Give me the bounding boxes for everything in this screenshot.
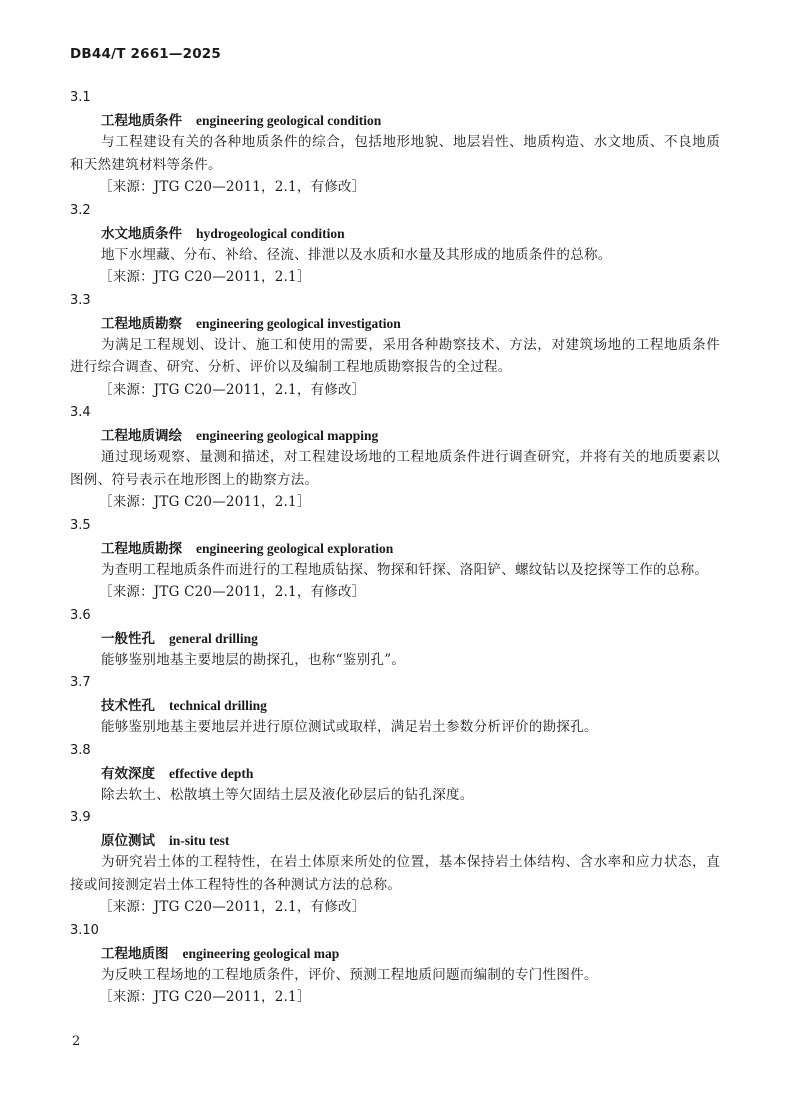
term-english: technical drilling — [169, 698, 267, 713]
term-entry-3-7 — [70, 672, 720, 739]
term-definition: 通过现场观察、量测和描述，对工程建设场地的工程地质条件进行调查研究，并将有关的地质要素以图例、符号表示在地形图上的勘察方法。 — [70, 449, 720, 488]
term-number: 3.4 — [70, 405, 91, 420]
term-chinese: 工程地质调绘 — [101, 428, 182, 444]
term-english: engineering geological map — [182, 945, 340, 961]
term-chinese: 工程地质图 — [101, 945, 169, 962]
term-chinese: 水文地质条件 — [101, 225, 182, 242]
term-definition: 为研究岩土体的工程特性，在岩土体原来所处的位置，基本保持岩土体结构、含水率和应力状态，直接或间接测定岩土体工程特性的各种测试方法的总称。 — [70, 854, 720, 893]
term-number: 3.1 — [70, 90, 91, 105]
term-heading — [70, 312, 720, 334]
term-source: ［来源：JTG C20—2011，2.1，有修改］ — [99, 899, 366, 915]
term-heading — [70, 942, 720, 964]
term-english: hydrogeological condition — [196, 225, 345, 241]
term-english: general drilling — [169, 630, 258, 646]
term-definition: 地下水埋藏、分布、补给、径流、排泄以及水质和水量及其形成的地质条件的总称。 — [101, 246, 612, 263]
term-heading — [70, 537, 720, 559]
term-english: engineering geological investigation — [196, 315, 401, 331]
term-definition: 与工程建设有关的各种地质条件的综合，包括地形地貌、地层岩性、地质构造、水文地质、不良地质和天然建筑材料等条件。 — [70, 134, 720, 173]
term-source: ［来源：JTG C20—2011，2.1，有修改］ — [99, 584, 366, 600]
term-heading — [70, 424, 720, 446]
term-chinese: 原位测试 — [101, 833, 155, 849]
term-entry-3-2 — [70, 200, 720, 289]
term-source: ［来源：JTG C20—2011，2.1］ — [99, 989, 311, 1005]
document-code: DB44/T 2661—2025 — [70, 46, 221, 62]
terms-list — [70, 86, 720, 1009]
term-source: ［来源：JTG C20—2011，2.1，有修改］ — [99, 179, 366, 195]
term-definition: 除去软土、松散填土等欠固结土层及液化砂层后的钻孔深度。 — [101, 786, 474, 803]
term-definition: 能够鉴别地基主要地层的勘探孔，也称“鉴别孔”。 — [101, 651, 406, 668]
term-source: ［来源：JTG C20—2011，2.1］ — [99, 269, 311, 285]
term-english: engineering geological mapping — [196, 428, 379, 443]
term-number: 3.5 — [70, 517, 91, 533]
term-definition: 能够鉴别地基主要地层并进行原位测试或取样，满足岩土参数分析评价的勘探孔。 — [101, 719, 598, 735]
term-english: in-situ test — [169, 833, 230, 848]
term-chinese: 工程地质条件 — [101, 113, 182, 129]
term-english: engineering geological exploration — [196, 540, 394, 556]
term-english: effective depth — [169, 765, 254, 781]
term-entry-3-6 — [70, 605, 720, 672]
page-number: 2 — [72, 1034, 81, 1049]
term-definition: 为查明工程地质条件而进行的工程地质钻探、物探和钎探、洛阳铲、螺纹钻以及挖探等工作的总称。 — [101, 561, 709, 578]
term-entry-3-8 — [70, 740, 720, 807]
term-chinese: 一般性孔 — [101, 630, 155, 647]
term-entry-3-1 — [70, 87, 720, 199]
term-number: 3.8 — [70, 742, 91, 758]
term-chinese: 有效深度 — [101, 765, 155, 782]
term-heading — [70, 222, 720, 244]
term-entry-3-3 — [70, 290, 720, 402]
term-source: ［来源：JTG C20—2011，2.1］ — [99, 494, 311, 510]
term-number: 3.6 — [70, 607, 91, 623]
term-number: 3.9 — [70, 810, 91, 825]
term-heading — [70, 762, 720, 784]
term-chinese: 工程地质勘探 — [101, 540, 182, 557]
term-definition: 为反映工程场地的工程地质条件，评价、预测工程地质问题而编制的专门性图件。 — [101, 966, 598, 983]
term-number: 3.7 — [70, 675, 91, 690]
term-definition: 为满足工程规划、设计、施工和使用的需要，采用各种勘察技术、方法，对建筑场地的工程地质条件进行综合调查、研究、分析、评价以及编制工程地质勘察报告的全过程。 — [70, 336, 720, 375]
term-number: 3.10 — [70, 922, 99, 938]
term-chinese: 技术性孔 — [101, 698, 155, 714]
term-chinese: 工程地质勘察 — [101, 315, 182, 332]
term-number: 3.2 — [70, 202, 91, 218]
term-entry-3-10 — [70, 920, 720, 1009]
term-entry-3-5 — [70, 515, 720, 604]
term-source: ［来源：JTG C20—2011，2.1，有修改］ — [99, 381, 366, 398]
term-english: engineering geological condition — [196, 113, 382, 128]
term-heading — [70, 109, 720, 131]
term-entry-3-9 — [70, 807, 720, 919]
term-heading — [70, 627, 720, 649]
term-number: 3.3 — [70, 292, 91, 308]
term-heading — [70, 829, 720, 851]
term-heading — [70, 694, 720, 716]
term-entry-3-4 — [70, 402, 720, 514]
